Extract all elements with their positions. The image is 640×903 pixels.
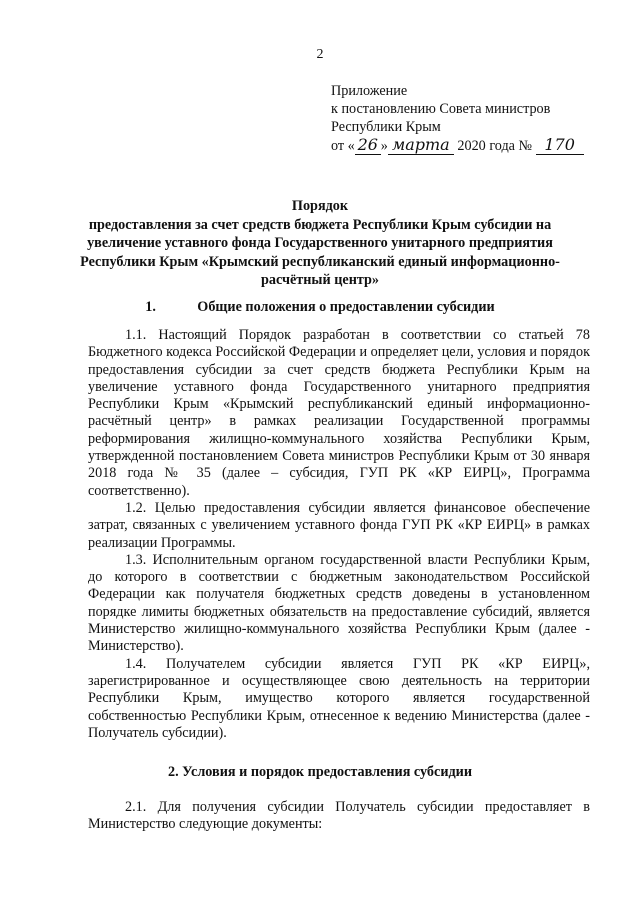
appendix-line-2: к постановлению Совета министров <box>331 101 551 117</box>
paragraph-1-3: 1.3. Исполнительным органом государственной власти Республики Крым, до которого в соответствии с бюджетным законодательством Российской Федерации как получателя бюджетных средств доведены в установленном порядке лимиты бюджетных обязательств на предоставление субсидий, является Министерство жилищно-коммунального хозяйства Республики Крым (далее - Министерство). <box>88 551 590 655</box>
document-title <box>60 197 580 290</box>
handwritten-day: 26 <box>355 136 381 155</box>
paragraph-1-1: 1.1. Настоящий Порядок разработан в соответствии со статьей 78 Бюджетного кодекса Российской Федерации и определяет цели, условия и порядок предоставления субсидии за счет средств бюджета Республики Крым на увеличение уставного фонда Государственного унитарного предприятия Республики Крым «Крымский республиканский единый информационно-расчётный центр» в рамках реализации Государственной программы реформирования жилищно-коммунального хозяйства Республики Крым, утвержденной постановлением Совета министров Республики Крым от 30 января 2018 года № 35 (далее – субсидия, ГУП РК «КР ЕИРЦ», Программа соответственно). <box>88 327 590 499</box>
date-prefix: от « <box>331 138 355 154</box>
page-number: 2 <box>316 47 324 62</box>
handwritten-month: марта <box>388 136 454 155</box>
section-2-heading: 2. Условия и порядок предоставления субсидии <box>167 764 473 780</box>
title-line-1: Порядок <box>291 198 349 214</box>
paragraph-1-2: 1.2. Целью предоставления субсидии является финансовое обеспечение затрат, связанных с увеличением уставного фонда ГУП РК «КР ЕИРЦ» в рамках реализации Программы. <box>88 499 590 551</box>
section-1-heading <box>0 299 640 316</box>
appendix-line-3: Республики Крым <box>331 119 441 135</box>
title-line-2: предоставления за счет средств бюджета Республики Крым субсидии на увеличение уставного фонда Государственного унитарного предприятия Республики Крым «Крымский республиканский единый информационно-расчётный центр» <box>80 216 560 288</box>
appendix-date-line <box>331 136 584 155</box>
paragraph-2-1: 2.1. Для получения субсидии Получатель субсидии предоставляет в Министерство следующие документы: <box>88 799 590 833</box>
section-2-body <box>88 799 590 834</box>
appendix-line-1: Приложение <box>331 83 408 99</box>
handwritten-number: 170 <box>536 136 584 155</box>
date-year: 2020 года № <box>457 138 533 154</box>
appendix-block <box>331 82 584 155</box>
section-1-body <box>88 327 590 742</box>
date-mid: » <box>380 138 388 154</box>
section-1-number: 1. <box>145 299 156 315</box>
paragraph-1-4: 1.4. Получателем субсидии является ГУП РК «КР ЕИРЦ», зарегистрированное и осуществляющее свою деятельность на территории Республики Крым, имущество которого является государственной собственностью Республики Крым, отнесенное к ведению Министерства (далее - Получатель субсидии). <box>88 655 590 741</box>
section-1-title: Общие положения о предоставлении субсидии <box>197 299 495 315</box>
